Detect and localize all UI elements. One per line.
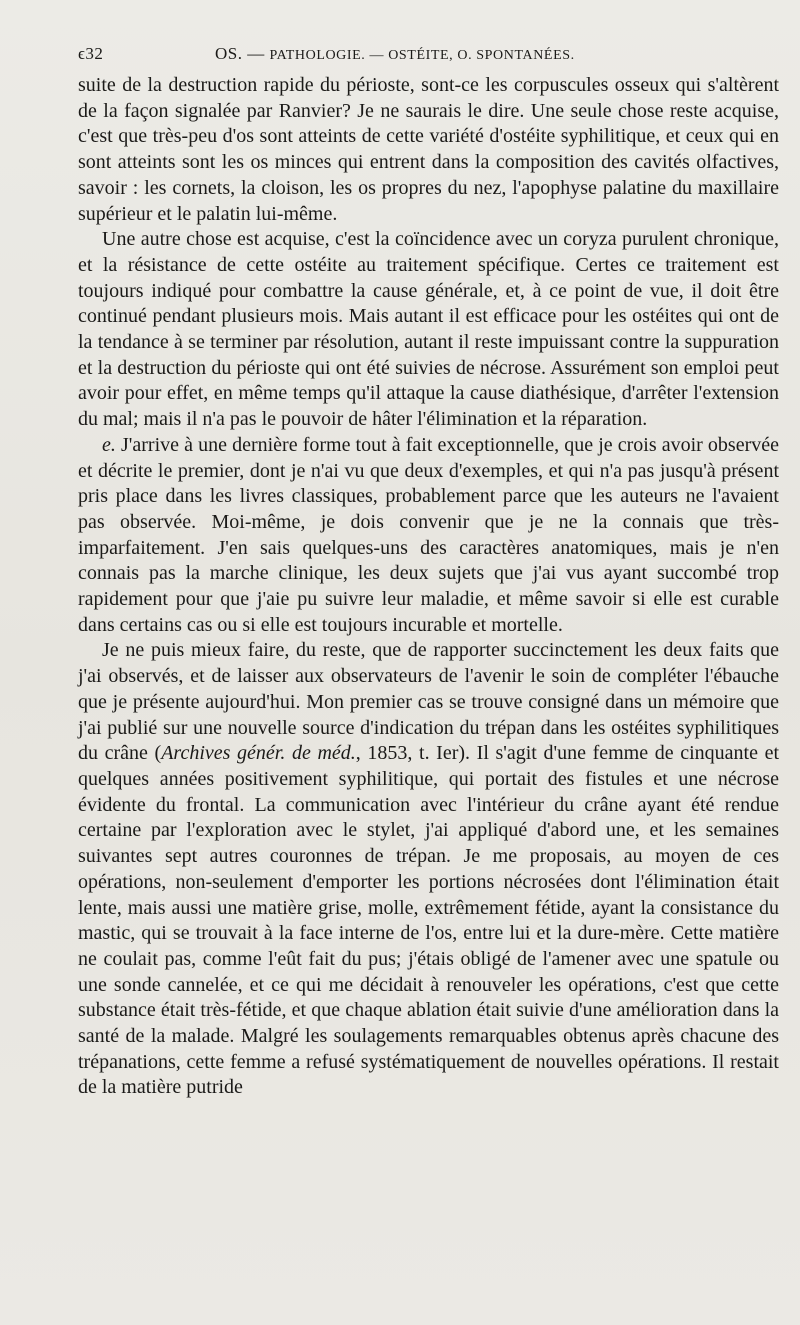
subsection-title: PATHOLOGIE. — OSTÉITE, O. SPONTANÉES. (269, 48, 575, 63)
paragraph-4-text-before: Je ne puis mieux faire, du reste, que de rapporter succinctement les deux faits que j'ai observés, et de laisser aux observateurs de l'avenir le soin de compléter l'ébauche que je présente aujourd'hui. Mon premier cas se trouve consigné dans un mémoire que j'ai publié sur une nouvelle source d'indication du trépan dans les ostéites syphilitiques du crâne ( (78, 639, 779, 765)
paragraph-4-citation: Archives génér. de méd. (161, 742, 356, 765)
running-header (78, 44, 772, 72)
paragraph-2: Une autre chose est acquise, c'est la coïncidence avec un coryza purulent chronique, et la résistance de cette ostéite au traitement spécifique. Certes ce traitement est toujours indiqué pour combattre la cause générale, et, à ce point de vue, il doit être continué pendant plusieurs mois. Mais autant il est efficace pour les ostéites qui ont de la tendance à se terminer par résolution, autant il reste impuissant contre la suppuration et la destruction du périoste qui ont été suivies de nécrose. Assurément son emploi peut avoir pour effet, en même temps qu'il attaque la cause diathésique, d'arrêter l'extension du mal; mais il n'a pas le pouvoir de hâter l'élimination et la réparation. (78, 228, 779, 431)
paragraph-3-text: J'arrive à une dernière forme tout à fait exceptionnelle, que je crois avoir observée et décrite le premier, dont je n'ai vu que deux d'exemples, et qui n'a pas jusqu'à présent pris place dans les livres classiques, probablement parce que les auteurs ne l'avaient pas observée. Moi-même, je dois convenir que je ne la connais que très-imparfaitement. J'en sais quelques-uns des caractères anatomiques, mais je n'en connais pas la marche clinique, les deux sujets que j'ai vus ayant succombé trop rapidement pour que j'aie pu suivre leur maladie, et même savoir si elle est curable dans certains cas ou si elle est toujours incurable et mortelle. (78, 433, 779, 636)
page-number: ϵ32 (78, 44, 104, 63)
paragraph-1: suite de la destruction rapide du périoste, sont-ce les corpuscules osseux qui s'altèrent de la façon signalée par Ranvier? Je ne saurais le dire. Une seule chose reste acquise, c'est que très-peu d'os sont atteints de cette variété d'ostéite syphilitique, et ceux qui en sont atteints sont les os minces qui entrent dans la composition des cavités olfactives, savoir : les cornets, la cloison, les os propres du nez, l'apophyse palatine du maxillaire supérieur et le palatin lui-même. (78, 74, 779, 225)
paragraph-4 (78, 638, 779, 1101)
section-title: OS. — (215, 44, 265, 63)
paragraph-4-text-after: , 1853, t. Ier). Il s'agit d'une femme de cinquante et quelques années positivement syphilitique, qui portait des fistules et une nécrose évidente du frontal. La communication avec l'intérieur du crâne ayant été rendue certaine par l'exploration avec le stylet, j'ai appliqué d'abord une, et les semaines suivantes sept autres couronnes de trépan. Je me proposais, au moyen de ces opérations, non-seulement d'emporter les portions nécrosées dont l'élimination était lente, mais aussi une matière grise, molle, extrêmement fétide, ayant la consistance du mastic, qui se trouvait à la face interne de l'os, entre lui et la dure-mère. Cette matière ne coulait pas, comme l'eût fait du pus; j'étais obligé de l'amener avec une spatule ou une sonde cannelée, et ce qui me décidait à renouveler les opérations, c'est que cette substance était très-fétide, et que chaque ablation était suivie d'une amélioration dans la santé de la malade. Malgré les soulagements remarquables obtenus après chacune des trépanations, cette femme a refusé systématiquement de nouvelles opérations. Il restait de la matière putride (78, 742, 779, 1099)
paragraph-3 (78, 433, 779, 639)
body-text (78, 73, 779, 1101)
paragraph-3-lead: e. (102, 433, 116, 456)
running-title (215, 44, 575, 64)
